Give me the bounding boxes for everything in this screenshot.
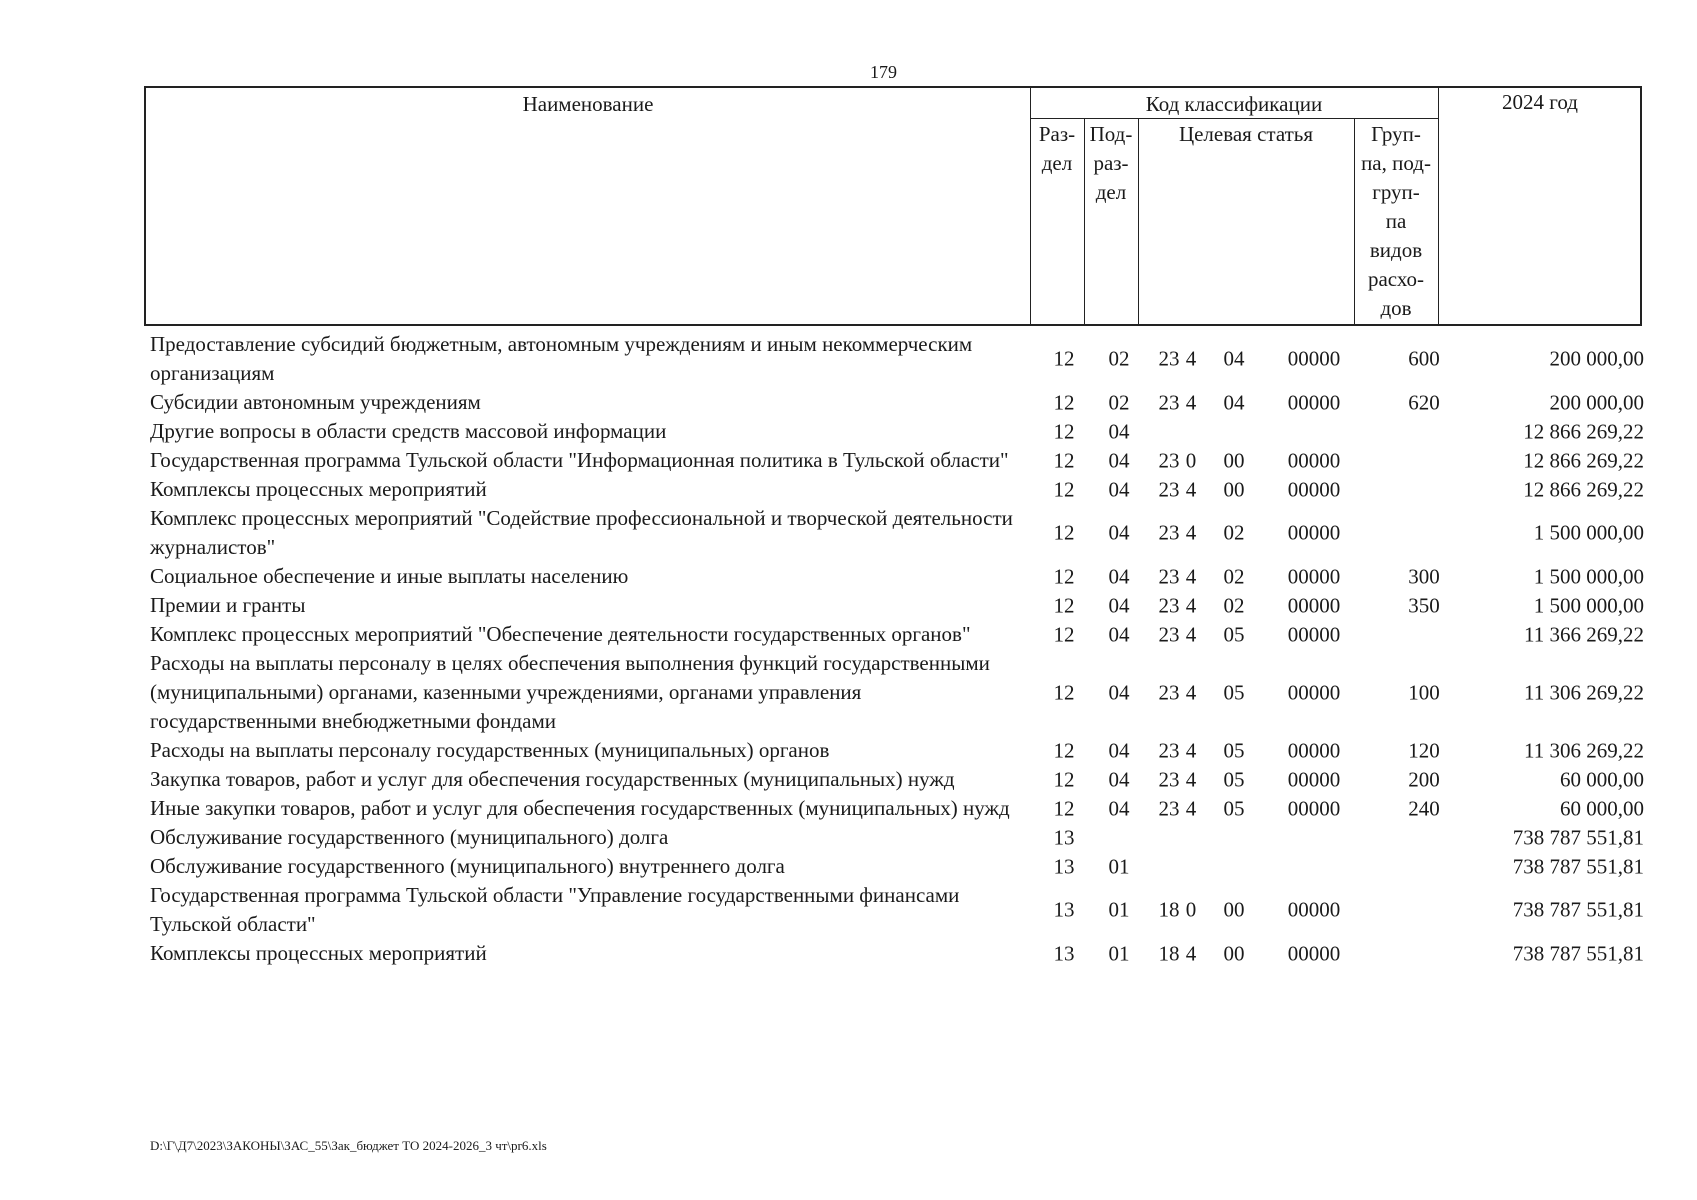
- program-cell: 23: [1158, 680, 1180, 704]
- program-cell: 23: [1158, 448, 1180, 472]
- razdel-cell: 12: [1053, 520, 1075, 545]
- header-vr: [1354, 120, 1438, 323]
- header-podrazdel-line: дел: [1095, 180, 1127, 204]
- row-name: Расходы на выплаты персоналу в целях обеспечения выполнения функций государственными (муниципальными) органами, казенными учреждениями, органами управления государственными внебюджетными фондами: [150, 651, 990, 733]
- table-row: [144, 388, 1644, 417]
- subprogram-cell: 05: [1223, 738, 1245, 762]
- razdel-cell: 12: [1053, 680, 1075, 704]
- row-name: Государственная программа Тульской области "Информационная политика в Тульской области": [150, 448, 1009, 472]
- program-cell: 23: [1158, 767, 1180, 791]
- table-row: [144, 562, 1644, 591]
- program-cell: 23: [1158, 738, 1180, 762]
- razdel-cell: 12: [1053, 390, 1075, 414]
- row-name: Государственная программа Тульской области "Управление государственными финансами Тульской области": [150, 883, 960, 936]
- table-row: [144, 475, 1644, 504]
- podrazdel-cell: 04: [1108, 448, 1130, 472]
- podrazdel-cell: 04: [1108, 680, 1130, 704]
- type-cell: 4: [1185, 593, 1197, 617]
- podrazdel-cell: 01: [1108, 897, 1130, 922]
- direction-cell: 00000: [1287, 738, 1341, 762]
- type-cell: 4: [1185, 767, 1197, 791]
- amount-cell: 11 306 269,22: [1524, 738, 1644, 762]
- type-cell: 4: [1185, 390, 1197, 414]
- subprogram-cell: 00: [1223, 477, 1245, 501]
- razdel-cell: 12: [1053, 346, 1075, 371]
- amount-cell: 11 306 269,22: [1524, 680, 1644, 704]
- program-cell: 23: [1158, 520, 1180, 545]
- amount-cell: 60 000,00: [1560, 796, 1644, 820]
- header-podrazdel: [1084, 120, 1138, 207]
- header-target-article: Целевая статья: [1178, 122, 1314, 146]
- podrazdel-cell: 04: [1108, 419, 1130, 443]
- program-cell: 23: [1158, 622, 1180, 646]
- subprogram-cell: 05: [1223, 622, 1245, 646]
- amount-cell: 12 866 269,22: [1523, 448, 1644, 472]
- subprogram-cell: 05: [1223, 680, 1245, 704]
- row-name: Другие вопросы в области средств массовой информации: [150, 419, 667, 443]
- podrazdel-cell: 01: [1108, 941, 1130, 965]
- razdel-cell: 12: [1053, 767, 1075, 791]
- table-row: [144, 649, 1644, 736]
- subprogram-cell: 02: [1223, 520, 1245, 545]
- razdel-cell: 13: [1053, 854, 1075, 878]
- header-razdel-line: дел: [1041, 151, 1073, 175]
- amount-cell: 1 500 000,00: [1533, 593, 1644, 617]
- row-name: Комплекс процессных мероприятий "Обеспечение деятельности государственных органов": [150, 622, 971, 646]
- header-vr-line: па, под-: [1361, 151, 1431, 175]
- podrazdel-cell: 04: [1108, 738, 1130, 762]
- row-name: Предоставление субсидий бюджетным, автономным учреждениям и иным некоммерческим организациям: [150, 332, 973, 385]
- amount-cell: 12 866 269,22: [1523, 477, 1644, 501]
- table-row: [144, 620, 1644, 649]
- subprogram-cell: 00: [1223, 897, 1245, 922]
- program-cell: 23: [1158, 477, 1180, 501]
- direction-cell: 00000: [1287, 346, 1341, 371]
- row-name: Премии и гранты: [150, 593, 306, 617]
- razdel-cell: 12: [1053, 738, 1075, 762]
- type-cell: 4: [1185, 477, 1197, 501]
- type-cell: 4: [1185, 622, 1197, 646]
- subprogram-cell: 04: [1223, 390, 1245, 414]
- row-name: Расходы на выплаты персоналу государственных (муниципальных) органов: [150, 738, 830, 762]
- header-vr-line: Груп-: [1371, 122, 1421, 146]
- razdel-cell: 12: [1053, 622, 1075, 646]
- subprogram-cell: 05: [1223, 796, 1245, 820]
- type-cell: 4: [1185, 738, 1197, 762]
- page-number: 179: [870, 62, 897, 82]
- amount-cell: 11 366 269,22: [1524, 622, 1644, 646]
- amount-cell: 1 500 000,00: [1533, 520, 1644, 545]
- direction-cell: 00000: [1287, 897, 1341, 922]
- razdel-cell: 13: [1053, 825, 1075, 849]
- amount-cell: 738 787 551,81: [1512, 897, 1644, 922]
- program-cell: 18: [1158, 941, 1180, 965]
- type-cell: 4: [1185, 564, 1197, 588]
- expense-type-cell: 200: [1408, 767, 1440, 791]
- expense-type-cell: 600: [1408, 346, 1440, 371]
- table-row: [144, 591, 1644, 620]
- type-cell: 4: [1185, 520, 1197, 545]
- amount-cell: 738 787 551,81: [1512, 825, 1644, 849]
- header-razdel-line: Раз-: [1038, 122, 1076, 146]
- direction-cell: 00000: [1287, 448, 1341, 472]
- direction-cell: 00000: [1287, 941, 1341, 965]
- expense-type-cell: 350: [1408, 593, 1440, 617]
- amount-cell: 12 866 269,22: [1523, 419, 1644, 443]
- program-cell: 23: [1158, 796, 1180, 820]
- header-podrazdel-line: раз-: [1093, 151, 1129, 175]
- direction-cell: 00000: [1287, 767, 1341, 791]
- program-cell: 23: [1158, 390, 1180, 414]
- amount-cell: 60 000,00: [1560, 767, 1644, 791]
- table-row: [144, 823, 1644, 852]
- header-name: Наименование: [522, 92, 654, 116]
- table-header: [144, 86, 1642, 326]
- program-cell: 18: [1158, 897, 1180, 922]
- podrazdel-cell: 04: [1108, 564, 1130, 588]
- table-row: [144, 330, 1644, 388]
- table-body: [144, 330, 1644, 968]
- podrazdel-cell: 04: [1108, 622, 1130, 646]
- row-name: Социальное обеспечение и иные выплаты населению: [150, 564, 629, 588]
- type-cell: 0: [1185, 448, 1197, 472]
- razdel-cell: 12: [1053, 448, 1075, 472]
- amount-cell: 200 000,00: [1549, 390, 1644, 414]
- direction-cell: 00000: [1287, 680, 1341, 704]
- header-vr-line: груп-: [1372, 180, 1420, 204]
- table-row: [144, 736, 1644, 765]
- subprogram-cell: 02: [1223, 593, 1245, 617]
- subprogram-cell: 00: [1223, 448, 1245, 472]
- program-cell: 23: [1158, 593, 1180, 617]
- direction-cell: 00000: [1287, 564, 1341, 588]
- table-row: [144, 504, 1644, 562]
- program-cell: 23: [1158, 564, 1180, 588]
- row-name: Обслуживание государственного (муниципального) внутреннего долга: [150, 854, 785, 878]
- razdel-cell: 12: [1053, 419, 1075, 443]
- direction-cell: 00000: [1287, 593, 1341, 617]
- type-cell: 4: [1185, 796, 1197, 820]
- direction-cell: 00000: [1287, 796, 1341, 820]
- header-vr-line: расхо-: [1367, 267, 1425, 291]
- expense-type-cell: 120: [1408, 738, 1440, 762]
- subprogram-cell: 05: [1223, 767, 1245, 791]
- type-cell: 4: [1185, 680, 1197, 704]
- header-vr-line: видов: [1369, 238, 1423, 262]
- podrazdel-cell: 04: [1108, 520, 1130, 545]
- razdel-cell: 12: [1053, 564, 1075, 588]
- podrazdel-cell: 01: [1108, 854, 1130, 878]
- header-razdel: [1030, 120, 1084, 178]
- subprogram-cell: 02: [1223, 564, 1245, 588]
- table-row: [144, 417, 1644, 446]
- header-code-group: Код классификации: [1145, 92, 1323, 116]
- header-vr-line: дов: [1380, 296, 1412, 320]
- direction-cell: 00000: [1287, 477, 1341, 501]
- row-name: Комплекс процессных мероприятий "Содействие профессиональной и творческой деятельности журналистов": [150, 506, 1013, 559]
- header-year: 2024 год: [1502, 90, 1578, 114]
- direction-cell: 00000: [1287, 622, 1341, 646]
- row-name: Иные закупки товаров, работ и услуг для обеспечения государственных (муниципальных) нужд: [150, 796, 1010, 820]
- podrazdel-cell: 04: [1108, 767, 1130, 791]
- expense-type-cell: 300: [1408, 564, 1440, 588]
- table-row: [144, 939, 1644, 968]
- table-row: [144, 446, 1644, 475]
- header-vr-line: па: [1385, 209, 1407, 233]
- podrazdel-cell: 02: [1108, 346, 1130, 371]
- header-divider: [1438, 88, 1439, 324]
- subprogram-cell: 04: [1223, 346, 1245, 371]
- expense-type-cell: 240: [1408, 796, 1440, 820]
- table-row: [144, 765, 1644, 794]
- amount-cell: 738 787 551,81: [1512, 854, 1644, 878]
- razdel-cell: 13: [1053, 897, 1075, 922]
- amount-cell: 200 000,00: [1549, 346, 1644, 371]
- footer-file-path: D:\Г\Д7\2023\ЗАКОНЫ\ЗАС_55\Зак_бюджет ТО 2024-2026_3 чт\pr6.xls: [150, 1138, 547, 1153]
- table-row: [144, 852, 1644, 881]
- razdel-cell: 13: [1053, 941, 1075, 965]
- row-name: Субсидии автономным учреждениям: [150, 390, 481, 414]
- podrazdel-cell: 04: [1108, 796, 1130, 820]
- razdel-cell: 12: [1053, 593, 1075, 617]
- expense-type-cell: 620: [1408, 390, 1440, 414]
- subprogram-cell: 00: [1223, 941, 1245, 965]
- type-cell: 4: [1185, 346, 1197, 371]
- header-podrazdel-line: Под-: [1089, 122, 1133, 146]
- type-cell: 0: [1185, 897, 1197, 922]
- table-row: [144, 881, 1644, 939]
- row-name: Закупка товаров, работ и услуг для обеспечения государственных (муниципальных) нужд: [150, 767, 955, 791]
- row-name: Обслуживание государственного (муниципального) долга: [150, 825, 669, 849]
- podrazdel-cell: 02: [1108, 390, 1130, 414]
- podrazdel-cell: 04: [1108, 477, 1130, 501]
- row-name: Комплексы процессных мероприятий: [150, 941, 487, 965]
- direction-cell: 00000: [1287, 520, 1341, 545]
- amount-cell: 1 500 000,00: [1533, 564, 1644, 588]
- table-row: [144, 794, 1644, 823]
- direction-cell: 00000: [1287, 390, 1341, 414]
- expense-type-cell: 100: [1408, 680, 1440, 704]
- razdel-cell: 12: [1053, 477, 1075, 501]
- program-cell: 23: [1158, 346, 1180, 371]
- podrazdel-cell: 04: [1108, 593, 1130, 617]
- amount-cell: 738 787 551,81: [1512, 941, 1644, 965]
- type-cell: 4: [1185, 941, 1197, 965]
- row-name: Комплексы процессных мероприятий: [150, 477, 487, 501]
- razdel-cell: 12: [1053, 796, 1075, 820]
